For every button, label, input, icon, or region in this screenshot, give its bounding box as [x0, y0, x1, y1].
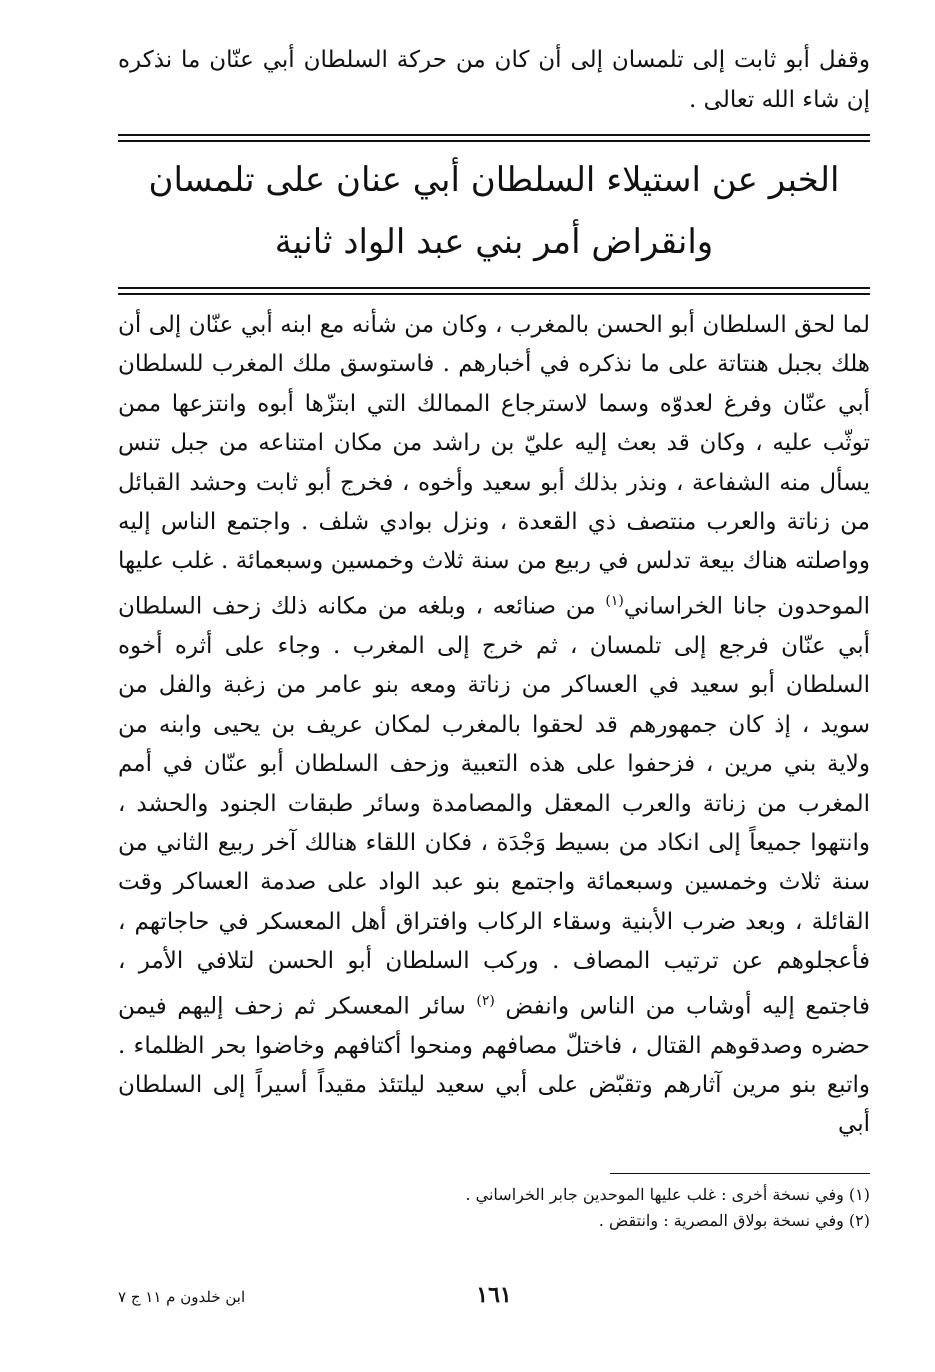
page-content	[118, 40, 870, 1234]
body-part-1: لما لحق السلطان أبو الحسن بالمغرب ، وكان من شأنه مع ابنه أبي عنّان إلى أن هلك بجبل هنتاتة على ما نذكره في أخبارهم . فاستوسق ملك المغرب للسلطان أبي عنّان وفرغ لعدوّه وسما لاسترجاع الممالك التي ابتزّها أبوه وانتزعها ممن توثّب عليه ، وكان قد بعث إليه عليّ بن راشد من مكان امتناعه من جبل تنس يسأل منه الشفاعة ، ونذر بذلك أبو سعيد وأخوه ، فخرج أبو ثابت وحشد القبائل من زناتة والعرب منتصف ذي القعدة ، ونزل بوادي شلف . واجتمع الناس إليه وواصلته هناك بيعة تدلس في ربيع من سنة ثلاث وخمسين وسبعمائة . غلب عليها الموحدون جانا الخراساني	[118, 312, 870, 620]
page-number: ١٦١	[476, 1282, 512, 1308]
footnotes	[118, 1182, 870, 1234]
intro-paragraph	[118, 40, 870, 120]
intro-text: وقفل أبو ثابت إلى تلمسان إلى أن كان من حركة السلطان أبي عنّان ما نذكره إن شاء الله تعالى .	[118, 47, 870, 113]
footnote-ref-1: (١)	[605, 592, 624, 609]
footnote-separator	[610, 1173, 870, 1174]
page-footer	[118, 1282, 870, 1312]
footnote-2: (٢) وفي نسخة بولاق المصرية : وانتقض .	[598, 1210, 870, 1230]
footnote-1: (١) وفي نسخة أخرى : غلب عليها الموحدين جابر الخراساني .	[465, 1184, 870, 1204]
body-part-2: من صنائعه ، وبلغه من مكانه ذلك زحف السلطان أبي عنّان فرجع إلى تلمسان ، ثم خرج إلى المغرب . وجاء على أثره أخوه السلطان أبو سعيد في العساكر من زناتة ومعه بنو عامر من زغبة والفل من سويد ، إذ كان جمهورهم قد لحقوا بالمغرب لمكان عريف بن يحيى وابنه من ولاية بني مرين ، فزحفوا على هذه التعبية وزحف السلطان أبو عنّان في أمم المغرب من زناتة والعرب المعقل والمصامدة وسائر طبقات الجنود والحشد ، وانتهوا جميعاً إلى انكاد من بسيط وَجْدَة ، فكان اللقاء هنالك آخر ربيع الثاني من سنة ثلاث وخمسين وسبعمائة واجتمع بنو عبد الواد على صدمة العساكر وقت القائلة ، وبعد ضرب الأبنية وسقاء الركاب وافتراق أهل المعسكر في حاجاتهم ، فأعجلوهم عن ترتيب المصاف . وركب السلطان أبو الحسن لتلافي الأمر ، فاجتمع إليه أوشاب من الناس وانفض	[118, 593, 870, 1020]
body-text	[118, 306, 870, 1145]
volume-signature: ابن خلدون م ١١ ج ٧	[118, 1288, 246, 1306]
heading-bottom-rule	[118, 287, 870, 296]
body-paragraph	[118, 306, 870, 1145]
section-heading: الخبر عن استيلاء السلطان أبي عنان على تلمسان وانقراض أمر بني عبد الواد ثانية	[148, 160, 840, 262]
body-part-3: سائر المعسكر ثم زحف إليهم فيمن حضره وصدقوهم القتال ، فاختلّ مصافهم ومنحوا أكتافهم وخاضوا بحر الظلماء . واتبع بنو مرين آثارهم وتقبّض على أبي سعيد ليلتئذ مقيداً أسيراً إلى السلطان أبي	[118, 993, 870, 1138]
heading-top-rule	[118, 134, 870, 143]
footnote-ref-2: (٢)	[476, 992, 495, 1009]
